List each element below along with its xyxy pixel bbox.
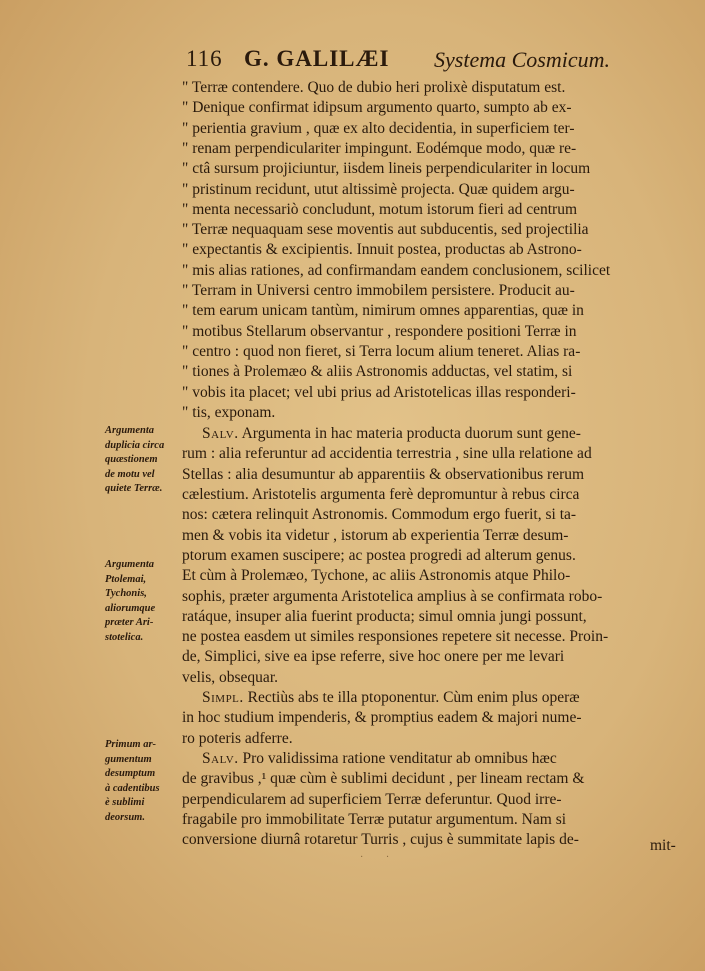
text-line (182, 485, 682, 505)
text-line (182, 647, 682, 667)
text-line (202, 749, 684, 769)
line-text: " pristinum recidunt, utut altissimè projecta. Quæ quidem argu- (182, 180, 575, 198)
margin-note-line: Argumenta (105, 425, 155, 436)
text-line (182, 119, 682, 139)
line-text: ratáque, insuper alia fuerint producta; simul omnia jungi possunt, (182, 607, 587, 625)
line-text: " menta necessariò concludunt, motum istorum fieri ad centrum (182, 200, 578, 218)
line-text: Et cùm à Prolemæo, Tychone, ac aliis Astronomis atque Philo- (182, 567, 571, 585)
line-text: " ctâ sursum projiciuntur, iisdem lineis perpendiculariter in locum (182, 160, 591, 178)
text-line (202, 688, 684, 708)
margin-note-line: Tychonis, (105, 588, 147, 599)
text-line (182, 78, 682, 98)
margin-note-line: de motu vel (105, 468, 155, 480)
line-text: " motibus Stellarum observantur , respondere positioni Terræ in (182, 322, 577, 340)
line-text: de gravibus ,¹ quæ cùm è sublimi decidunt , per lineam rectam & (182, 770, 585, 788)
text-line (182, 180, 682, 200)
line-text: " Denique confirmat idipsum argumento quarto, sumpto ab ex- (182, 99, 572, 117)
line-text: velis, obsequar. (182, 668, 278, 686)
margin-note-line: gumentum (105, 753, 152, 765)
line-text: " Terræ contendere. Quo de dubio heri prolixè disputatum est. (182, 79, 566, 96)
text-line (182, 526, 682, 546)
text-line (182, 200, 682, 220)
text-line (182, 566, 682, 586)
line-text: " expectantis & excipientis. Innuit postea, productas ab Astrono- (182, 241, 582, 259)
margin-note-line: quiete Terræ. (105, 483, 163, 494)
text-line (182, 607, 682, 627)
line-text: " Terram in Universi centro immobilem persistere. Producit au- (182, 282, 575, 299)
text-line (182, 769, 682, 789)
line-text: cælestium. Aristotelis argumenta ferè depromuntur à rebus circa (182, 486, 580, 503)
page-number: 116 (186, 46, 223, 71)
line-text: " perientia gravium , quæ ex alto decidentia, in superficiem ter- (182, 119, 575, 137)
text-line (182, 240, 682, 260)
catchword: mit- (650, 837, 676, 854)
margin-note-line: quæstionem (105, 454, 158, 465)
text-line (182, 546, 682, 566)
line-text: " tis, exponam. (182, 403, 276, 421)
text-line (182, 261, 682, 281)
text-line (182, 810, 682, 830)
margin-note-2 (105, 558, 183, 645)
text-line (182, 342, 682, 362)
line-text: perpendicularem ad superficiem Terræ deferuntur. Quod irre- (182, 790, 562, 808)
text-line (182, 322, 682, 342)
line-text: men & vobis ita videtur , istorum ab experientia Terræ desum- (182, 526, 569, 544)
text-line (182, 708, 682, 728)
line-text: rum : alia referuntur ad accidentia terrestria , sine ulla relatione ad (182, 445, 592, 463)
margin-note-line: desumptum (105, 768, 156, 779)
line-text: Argumenta in hac materia producta duorum sunt gene- (238, 425, 581, 443)
line-text: " vobis ita placet; vel ubi prius ad Aristotelicas illas responderi- (182, 383, 576, 401)
line-text: " renam perpendiculariter impingunt. Eodémque modo, quæ re- (182, 139, 577, 157)
text-line (182, 220, 682, 240)
line-text: Stellas : alia desumuntur ab apparentiis & observationibus rerum (182, 465, 585, 483)
header-book-title: Systema Cosmicum. (434, 47, 610, 72)
text-line (182, 668, 682, 688)
text-line (182, 444, 682, 464)
text-line (182, 729, 682, 749)
line-text: " tem earum unicam tantùm, nimirum omnes apparentias, quæ in (182, 302, 584, 320)
margin-note-line: à cadentibus (105, 782, 160, 794)
text-line (182, 383, 682, 403)
line-text: nos: cætera relinquit Astronomis. Commodum ergo fuerit, si ta- (182, 506, 577, 524)
line-text: Pro validissima ratione venditatur ab omnibus hæc (238, 749, 557, 767)
speaker-name: Salv. (202, 749, 239, 767)
text-line (182, 465, 682, 485)
line-text: " mis alias rationes, ad confirmandam eandem conclusionem, scilicet (182, 261, 611, 279)
text-line (182, 790, 682, 810)
text-line (202, 424, 684, 444)
margin-note-line: præter Ari- (105, 617, 154, 628)
line-text: fragabile pro immobilitate Terræ putatur argumentum. Nam si (182, 810, 567, 828)
text-line (182, 587, 682, 607)
margin-note-line: stotelica. (105, 631, 144, 643)
line-text: sophis, præter argumenta Aristotelica amplius à se confirmata robo- (182, 587, 603, 605)
text-line (182, 627, 682, 647)
line-text: ne postea easdem ut similes responsiones repetere sit necesse. Proin- (182, 628, 609, 646)
line-text: " centro : quod non fieret, si Terra locum alium teneret. Alias ra- (182, 342, 581, 360)
text-line (182, 139, 682, 159)
line-text: ro poteris adferre. (182, 729, 293, 747)
header-author: G. GALILÆI (244, 46, 390, 71)
margin-note-line: duplicia circa (105, 439, 165, 451)
margin-note-line: aliorumque (105, 602, 156, 614)
line-text: Rectiùs abs te illa ptoponentur. Cùm enim plus operæ (243, 689, 580, 706)
margin-note-line: deorsum. (105, 811, 145, 823)
line-text: " Terræ nequaquam sese moventis aut subducentis, sed projectilia (182, 221, 589, 239)
line-text: conversione diurnâ rotaretur Turris , cujus è summitate lapis de- (182, 831, 579, 849)
margin-note-line: Argumenta (105, 559, 155, 570)
running-header (186, 44, 686, 80)
line-text: ptorum examen suscipere; ac postea progredi ad alterum genus. (182, 546, 576, 564)
text-line (182, 362, 682, 382)
text-line (182, 403, 682, 423)
text-line (182, 301, 682, 321)
margin-note-line: Primum ar- (105, 739, 157, 750)
speaker-name: Salv. (202, 425, 239, 443)
text-line (182, 98, 682, 118)
margin-note-1 (105, 424, 183, 497)
margin-note-line: Ptolemai, (105, 573, 147, 585)
margin-note-3 (105, 738, 183, 825)
text-line (182, 159, 682, 179)
text-line (182, 281, 682, 301)
text-line (182, 505, 682, 525)
line-text: in hoc studium impenderis, & promptius eadem & majori nume- (182, 709, 582, 727)
text-line (182, 830, 682, 850)
speaker-name: Simpl. (202, 689, 244, 706)
line-text: de, Simplici, sive ea ipse referre, sive hoc onere per me levari (182, 648, 565, 666)
ink-smudge: · · (360, 852, 400, 863)
line-text: " tiones à Prolemæo & aliis Astronomis adductas, vel statim, si (182, 363, 573, 381)
margin-note-line: è sublimi (105, 797, 145, 808)
